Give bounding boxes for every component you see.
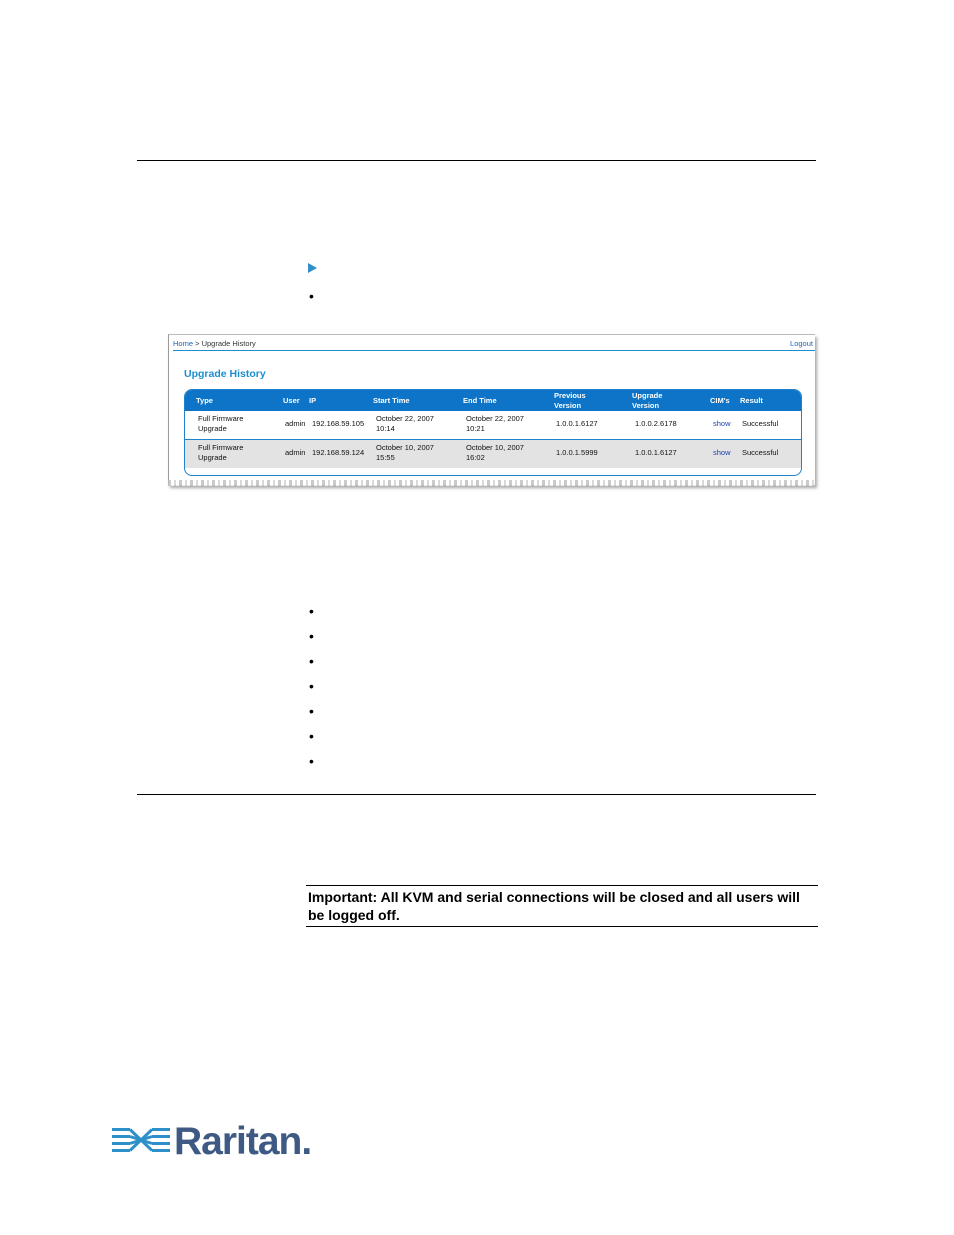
bullet: • xyxy=(309,753,314,769)
cell-upgrade-version: 1.0.0.2.6178 xyxy=(635,419,677,428)
raritan-logo-icon xyxy=(112,1122,174,1162)
raritan-logo xyxy=(112,1120,312,1163)
cell-upgrade-version: 1.0.0.1.6127 xyxy=(635,448,677,457)
col-start-time: Start Time xyxy=(373,396,410,405)
cell-type: Full Firmware Upgrade xyxy=(198,414,244,433)
bullet: • xyxy=(309,728,314,744)
upgrade-history-screenshot xyxy=(168,334,815,485)
logo-wordmark: Raritan. xyxy=(174,1120,312,1163)
bullet: • xyxy=(309,653,314,669)
col-cims: CIM's xyxy=(710,396,730,405)
col-user: User xyxy=(283,396,300,405)
cell-end-time: October 22, 2007 10:21 xyxy=(466,414,524,433)
show-cims-link[interactable]: show xyxy=(713,448,731,457)
col-previous-l1: Previous xyxy=(554,391,586,400)
cell-user: admin xyxy=(285,448,306,457)
cell-ip: 192.168.59.105 xyxy=(312,419,365,428)
show-cims-link[interactable]: show xyxy=(713,419,731,428)
bullet: • xyxy=(309,603,314,619)
breadcrumb-current: Upgrade History xyxy=(201,339,256,348)
bullet: • xyxy=(309,678,314,694)
col-result: Result xyxy=(740,396,763,405)
table-row xyxy=(185,411,801,440)
section-rule xyxy=(137,794,816,795)
col-ip: IP xyxy=(309,396,317,405)
top-rule xyxy=(137,160,816,161)
cell-previous-version: 1.0.0.1.5999 xyxy=(556,448,598,457)
cell-start-time: October 10, 2007 15:55 xyxy=(376,443,434,462)
logout-link[interactable]: Logout xyxy=(790,339,813,348)
important-note: Important: All KVM and serial connections will be closed and all users will be logged off. xyxy=(306,885,818,927)
cell-end-time: October 10, 2007 16:02 xyxy=(466,443,524,462)
bullet: • xyxy=(309,288,314,304)
cell-type: Full Firmware Upgrade xyxy=(198,443,244,462)
torn-edge xyxy=(168,480,814,486)
col-upgrade-l2: Version xyxy=(632,401,660,410)
page-title: Upgrade History xyxy=(184,368,266,380)
bullet: • xyxy=(309,703,314,719)
col-previous-l2: Version xyxy=(554,401,582,410)
bullet: • xyxy=(309,628,314,644)
cell-user: admin xyxy=(285,419,306,428)
cell-previous-version: 1.0.0.1.6127 xyxy=(556,419,598,428)
cell-result: Successful xyxy=(742,448,779,457)
breadcrumb-home-link[interactable]: Home xyxy=(173,339,194,348)
col-upgrade-l1: Upgrade xyxy=(632,391,663,400)
cell-result: Successful xyxy=(742,419,779,428)
header-divider xyxy=(173,350,815,351)
table-header xyxy=(185,390,801,411)
cell-ip: 192.168.59.124 xyxy=(312,448,365,457)
breadcrumb xyxy=(173,339,256,348)
breadcrumb-separator: > xyxy=(193,339,202,348)
table-row xyxy=(185,440,801,468)
col-end-time: End Time xyxy=(463,396,497,405)
procedure-arrow-icon xyxy=(308,263,317,273)
upgrade-history-table xyxy=(184,389,802,476)
cell-start-time: October 22, 2007 10:14 xyxy=(376,414,434,433)
col-type: Type xyxy=(196,396,213,405)
